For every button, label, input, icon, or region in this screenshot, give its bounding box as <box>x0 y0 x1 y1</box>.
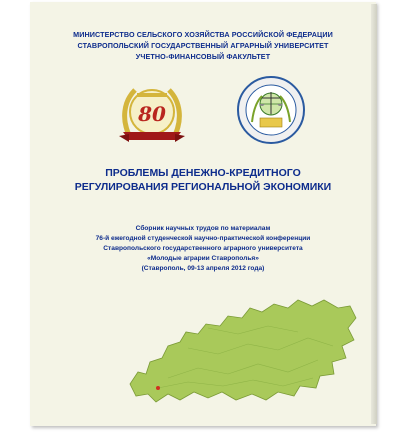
book-title <box>30 166 376 194</box>
title-line-2: РЕГУЛИРОВАНИЯ РЕГИОНАЛЬНОЙ ЭКОНОМИКИ <box>74 181 332 193</box>
book-description <box>30 224 376 274</box>
title-line-1: ПРОБЛЕМЫ ДЕНЕЖНО-КРЕДИТНОГО <box>105 167 301 179</box>
cover-header <box>30 29 376 62</box>
page-edge <box>371 4 377 424</box>
faculty-emblem-icon <box>234 74 308 146</box>
ministry-name: МИНИСТЕРСТВО СЕЛЬСКОГО ХОЗЯЙСТВА РОССИЙСКОЙ ФЕДЕРАЦИИ <box>73 30 333 39</box>
book-cover <box>30 2 376 426</box>
university-name: СТАВРОПОЛЬСКИЙ ГОСУДАРСТВЕННЫЙ АГРАРНЫЙ УНИВЕРСИТЕТ <box>77 41 329 50</box>
description-line-4: «Молодые аграрии Ставрополья» <box>147 255 259 262</box>
description-line-2: 76-й ежегодной студенческой научно-практической конференции <box>95 235 311 242</box>
description-line-1: Сборник научных трудов по материалам <box>135 225 271 232</box>
faculty-name: УЧЕТНО-ФИНАНСОВЫЙ ФАКУЛЬТЕТ <box>135 52 271 61</box>
anniversary-number: 80 <box>138 102 166 126</box>
description-line-5: (Ставрополь, 09-13 апреля 2012 года) <box>141 265 265 272</box>
description-line-3: Ставропольского государственного аграрного университета <box>103 245 303 252</box>
russia-map-icon <box>128 288 358 418</box>
university-logo-icon <box>117 80 187 150</box>
